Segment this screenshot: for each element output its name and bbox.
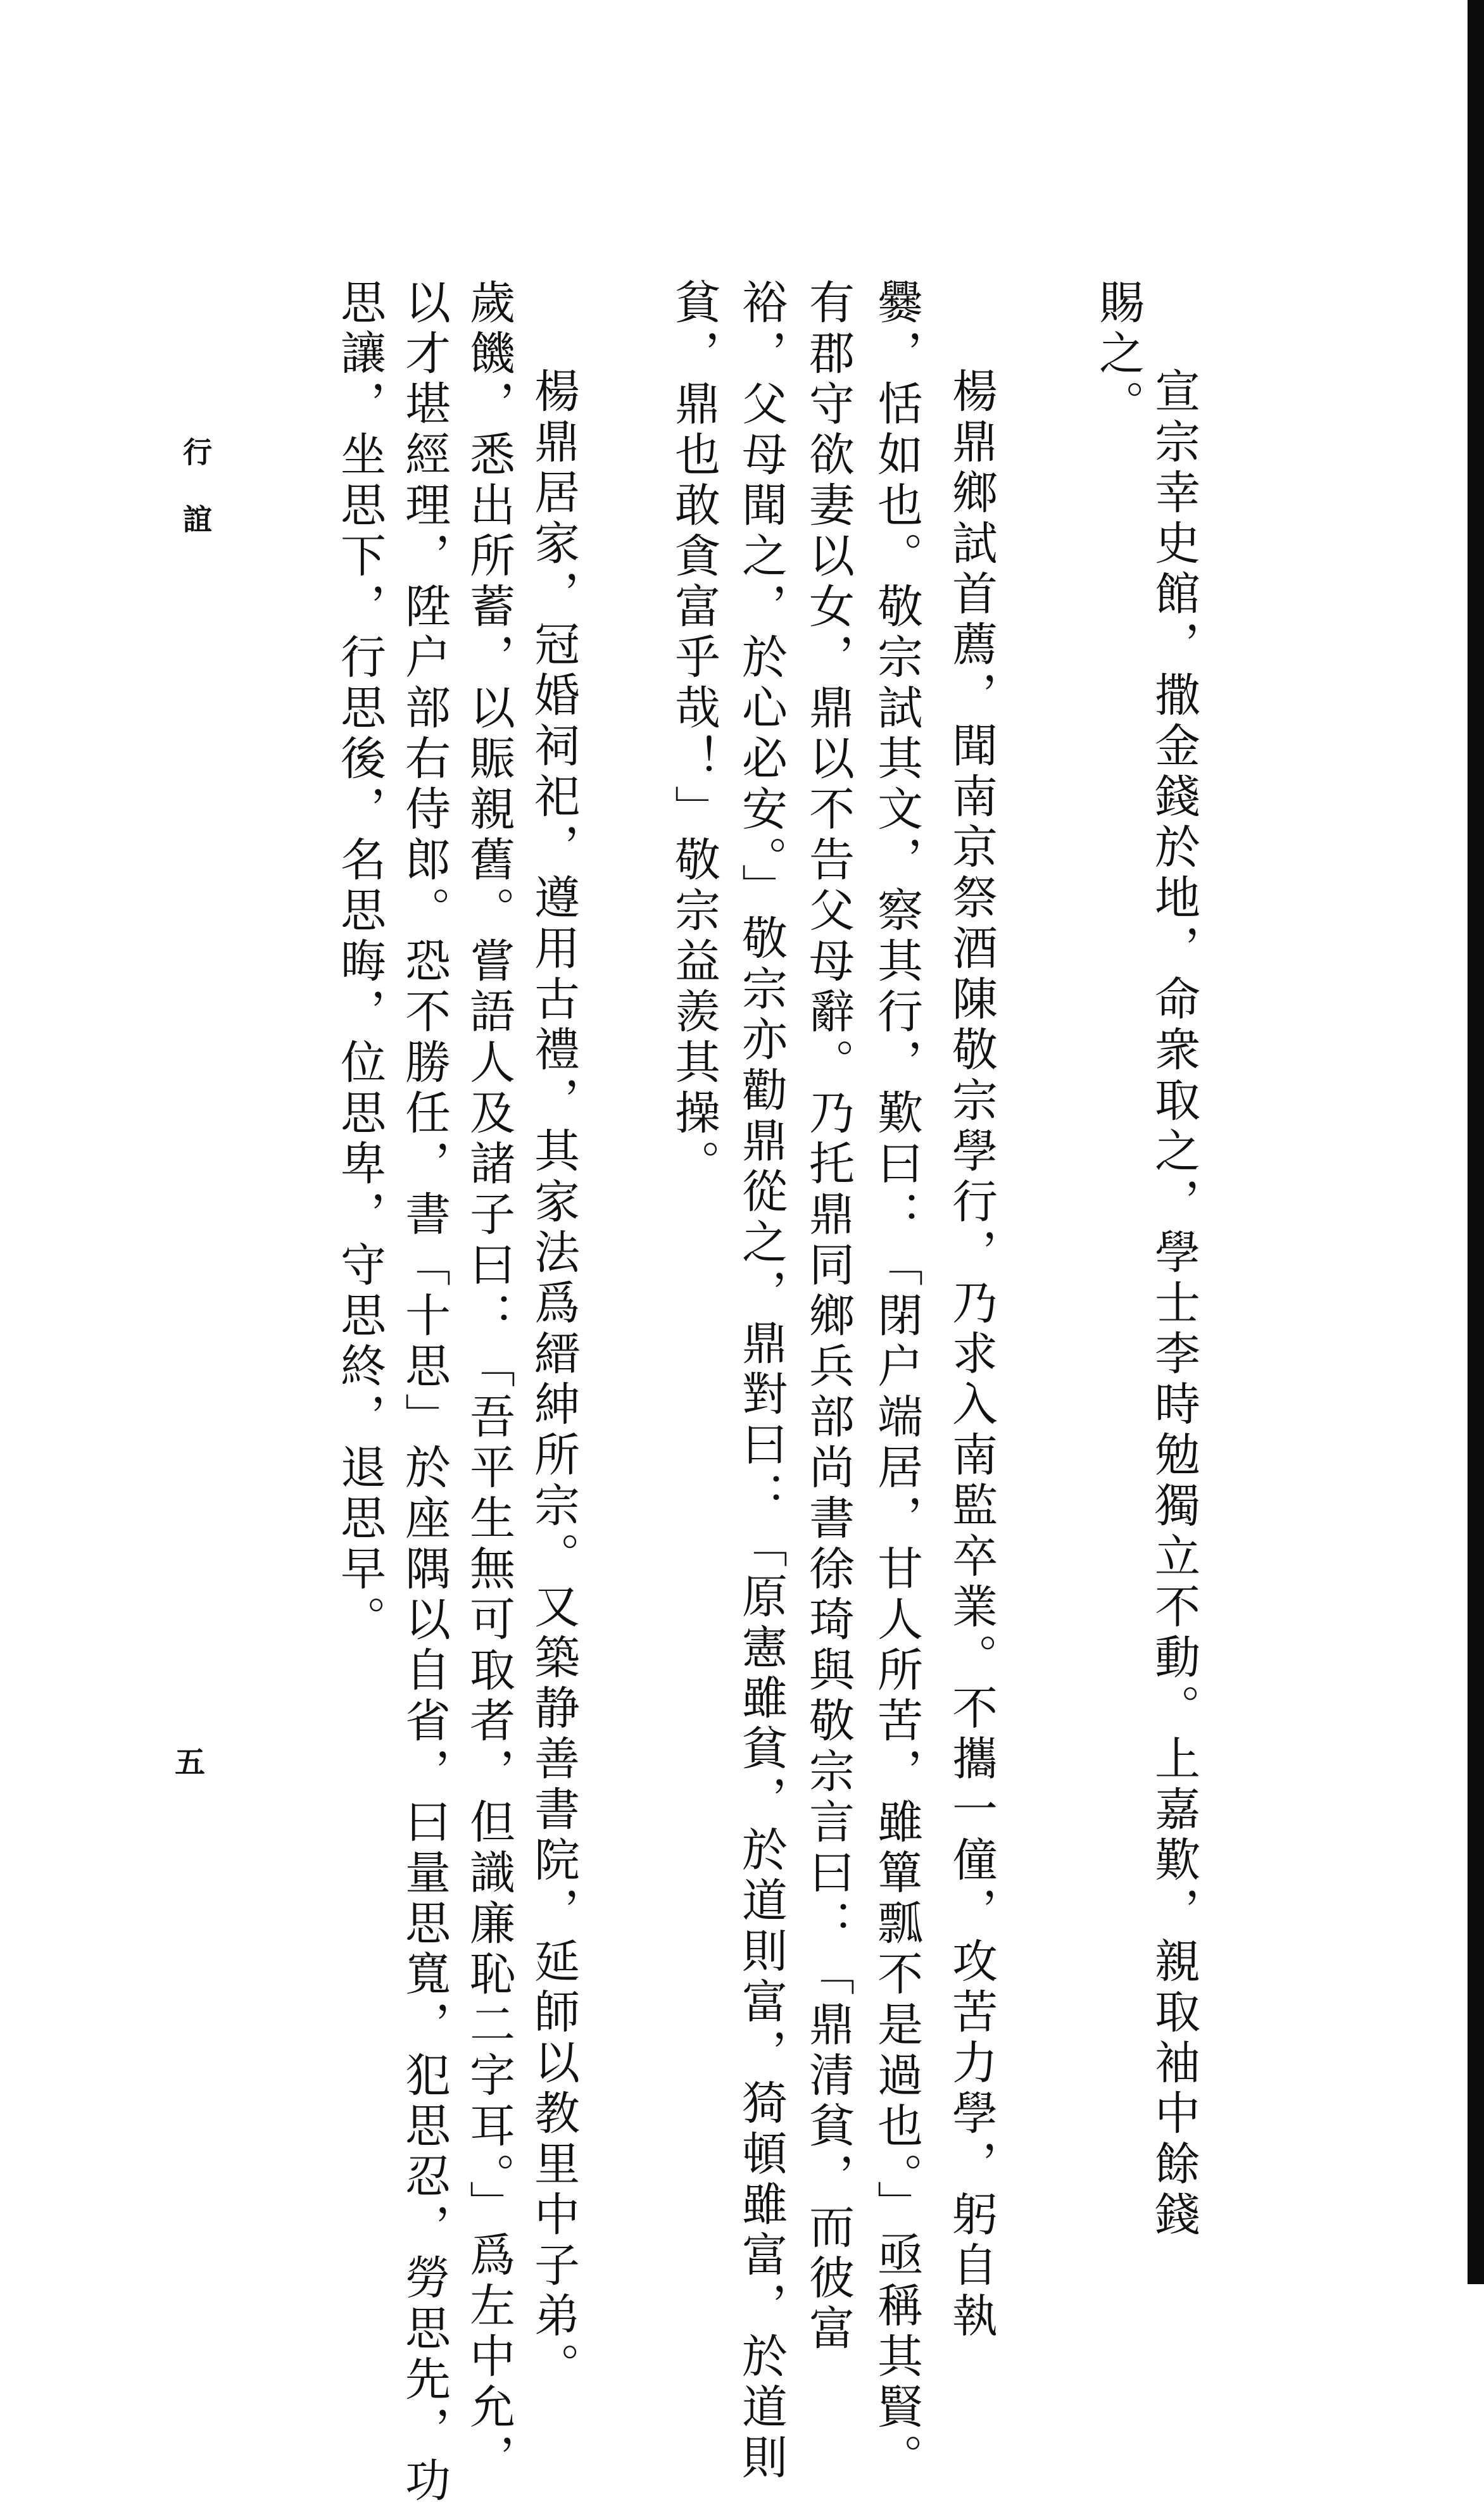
section-title: 行誼 <box>179 437 213 571</box>
text-column-2: 宣宗幸史館，撒金錢於地，命衆取之，學士李時勉獨立不動。上嘉歎，親取袖中餘錢 <box>1147 367 1200 2241</box>
text-column-9: 歲饑，悉出所蓄，以賑親舊。嘗語人及諸子曰：「吾平生無可取者，但識廉恥二字耳。」爲左中允， <box>462 279 515 2484</box>
text-column-8: 楊鼎居家，冠婚祠祀，遵用古禮，其家法爲縉紳所宗。又築静善書院，延師以教里中子弟。 <box>527 367 580 2393</box>
text-column-1: 賜之。 <box>1091 279 1145 430</box>
page-number: 五 <box>175 1745 206 1780</box>
text-column-7: 貧，鼎也敢貪富乎哉！」敬宗益羨其操。 <box>667 279 720 1190</box>
text-column-10: 以才堪經理，陞户部右侍郎。恐不勝任，書「十思」於座隅以自省，曰量思寬，犯思忍，勞思先，功 <box>398 279 451 2507</box>
text-column-11: 思讓，坐思下，行思後，名思晦，位思卑，守思終，退思早。 <box>333 279 386 1646</box>
text-column-4: 爨，恬如也。敬宗試其文，察其行，歎曰：「閉户端居，甘人所苦，雖簞瓢不是過也。」亟稱其賢。 <box>870 279 923 2484</box>
text-column-5: 有郡守欲妻以女，鼎以不告父母辭。乃托鼎同鄉兵部尚書徐琦與敬宗言曰：「鼎清貧，而彼富 <box>802 279 855 2355</box>
text-column-3: 楊鼎鄉試首薦，聞南京祭酒陳敬宗學行，乃求入南監卒業。不攜一僮，攻苦力學，躬自執 <box>945 367 998 2342</box>
text-column-6: 裕，父母聞之，於心必安。」敬宗亦勸鼎從之，鼎對曰：「原憲雖貧，於道則富，猗頓雖富，於道則 <box>734 279 788 2484</box>
